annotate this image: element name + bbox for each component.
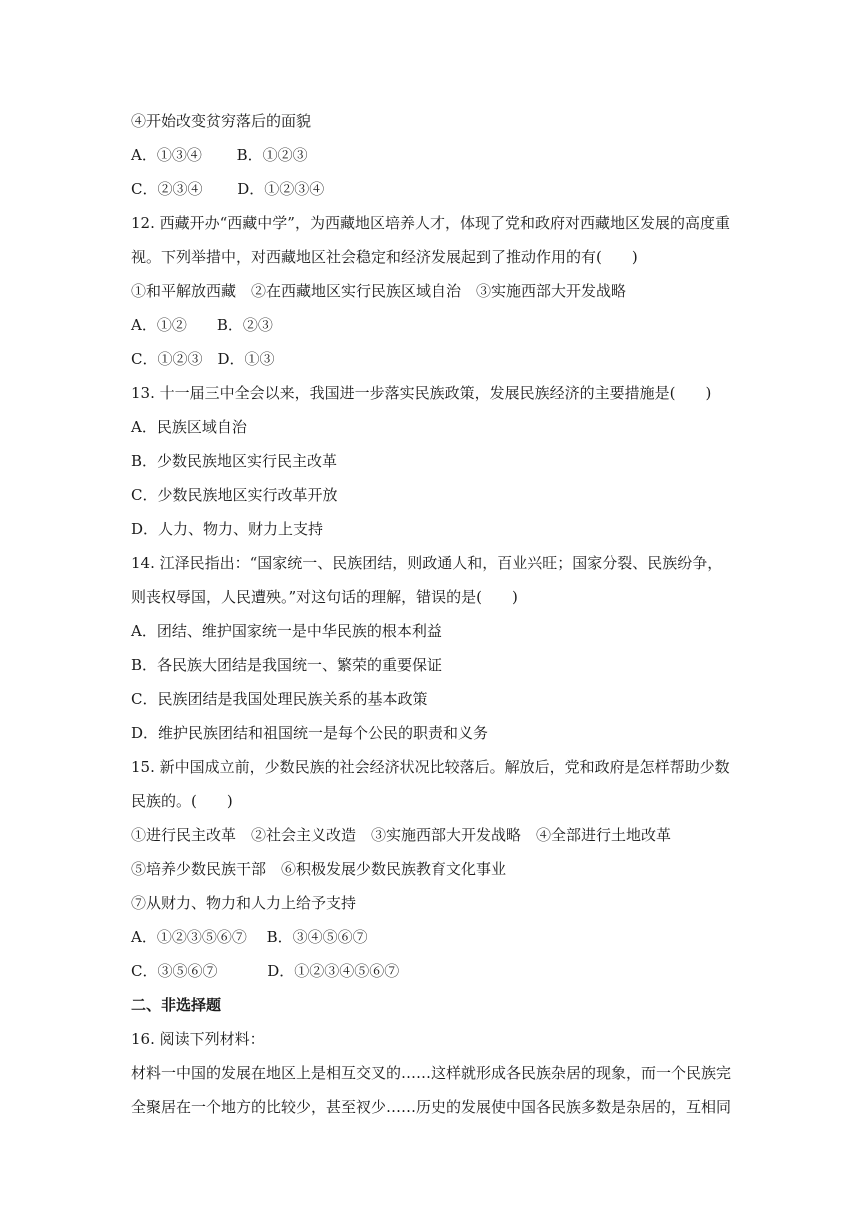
- material-text: 材料一中国的发展在地区上是相互交叉的……这样就形成各民族杂居的现象，而一个民族完: [131, 1064, 732, 1082]
- answer-option: D．维护民族团结和祖国统一是每个公民的职责和义务: [131, 724, 489, 742]
- answer-options: A．①② B．②③: [131, 316, 273, 334]
- question-15-cont: 民族的。( ): [131, 792, 233, 810]
- answer-options: C．①②③ D．①③: [131, 350, 275, 368]
- material-text: 全聚居在一个地方的比较少，甚至衩少……历史的发展使中国各民族多数是杂居的，互相同: [131, 1098, 732, 1116]
- question-13: 13. 十一届三中全会以来，我国进一步落实民族政策，发展民族经济的主要措施是( ): [131, 384, 712, 402]
- answer-options: A．①③④ B．①②③: [131, 146, 308, 164]
- text-line: ①进行民主改革 ②社会主义改造 ③实施西部大开发战略 ④全部进行土地改革: [131, 826, 672, 844]
- text-line: ⑦从财力、物力和人力上给予支持: [131, 894, 357, 912]
- question-12: 12. 西藏开办“西藏中学”，为西藏地区培养人才，体现了党和政府对西藏地区发展的高度重: [131, 214, 730, 232]
- question-16: 16. 阅读下列材料：: [131, 1030, 265, 1048]
- section-heading: 二、非选择题: [131, 996, 222, 1014]
- answer-option: C．民族团结是我国处理民族关系的基本政策: [131, 690, 428, 708]
- answer-options: C．②③④ D．①②③④: [131, 180, 325, 198]
- answer-option: B．各民族大团结是我国统一、繁荣的重要保证: [131, 656, 443, 674]
- answer-option: A．民族区域自治: [131, 418, 247, 436]
- answer-option: C．少数民族地区实行改革开放: [131, 486, 338, 504]
- question-14-cont: 则丧权辱国，人民遭殃。”对这句话的理解，错误的是( ): [131, 588, 518, 606]
- question-12-cont: 视。下列举措中，对西藏地区社会稳定和经济发展起到了推动作用的有( ): [131, 248, 638, 266]
- answer-options: C．③⑤⑥⑦ D．①②③④⑤⑥⑦: [131, 962, 400, 980]
- answer-option: D．人力、物力、财力上支持: [131, 520, 324, 538]
- answer-options: A．①②③⑤⑥⑦ B．③④⑤⑥⑦: [131, 928, 368, 946]
- answer-option: B．少数民族地区实行民主改革: [131, 452, 338, 470]
- text-line: ⑤培养少数民族干部 ⑥积极发展少数民族教育文化事业: [131, 860, 507, 878]
- question-15: 15. 新中国成立前，少数民族的社会经济状况比较落后。解放后，党和政府是怎样帮助少数: [131, 758, 730, 776]
- text-line: ④开始改变贫穷落后的面貌: [131, 112, 312, 130]
- answer-option: A．团结、维护国家统一是中华民族的根本利益: [131, 622, 442, 640]
- text-line: ①和平解放西藏 ②在西藏地区实行民族区域自治 ③实施西部大开发战略: [131, 282, 627, 300]
- question-14: 14. 江泽民指出：“国家统一、民族团结，则政通人和，百业兴旺；国家分裂、民族纷争，: [131, 554, 723, 572]
